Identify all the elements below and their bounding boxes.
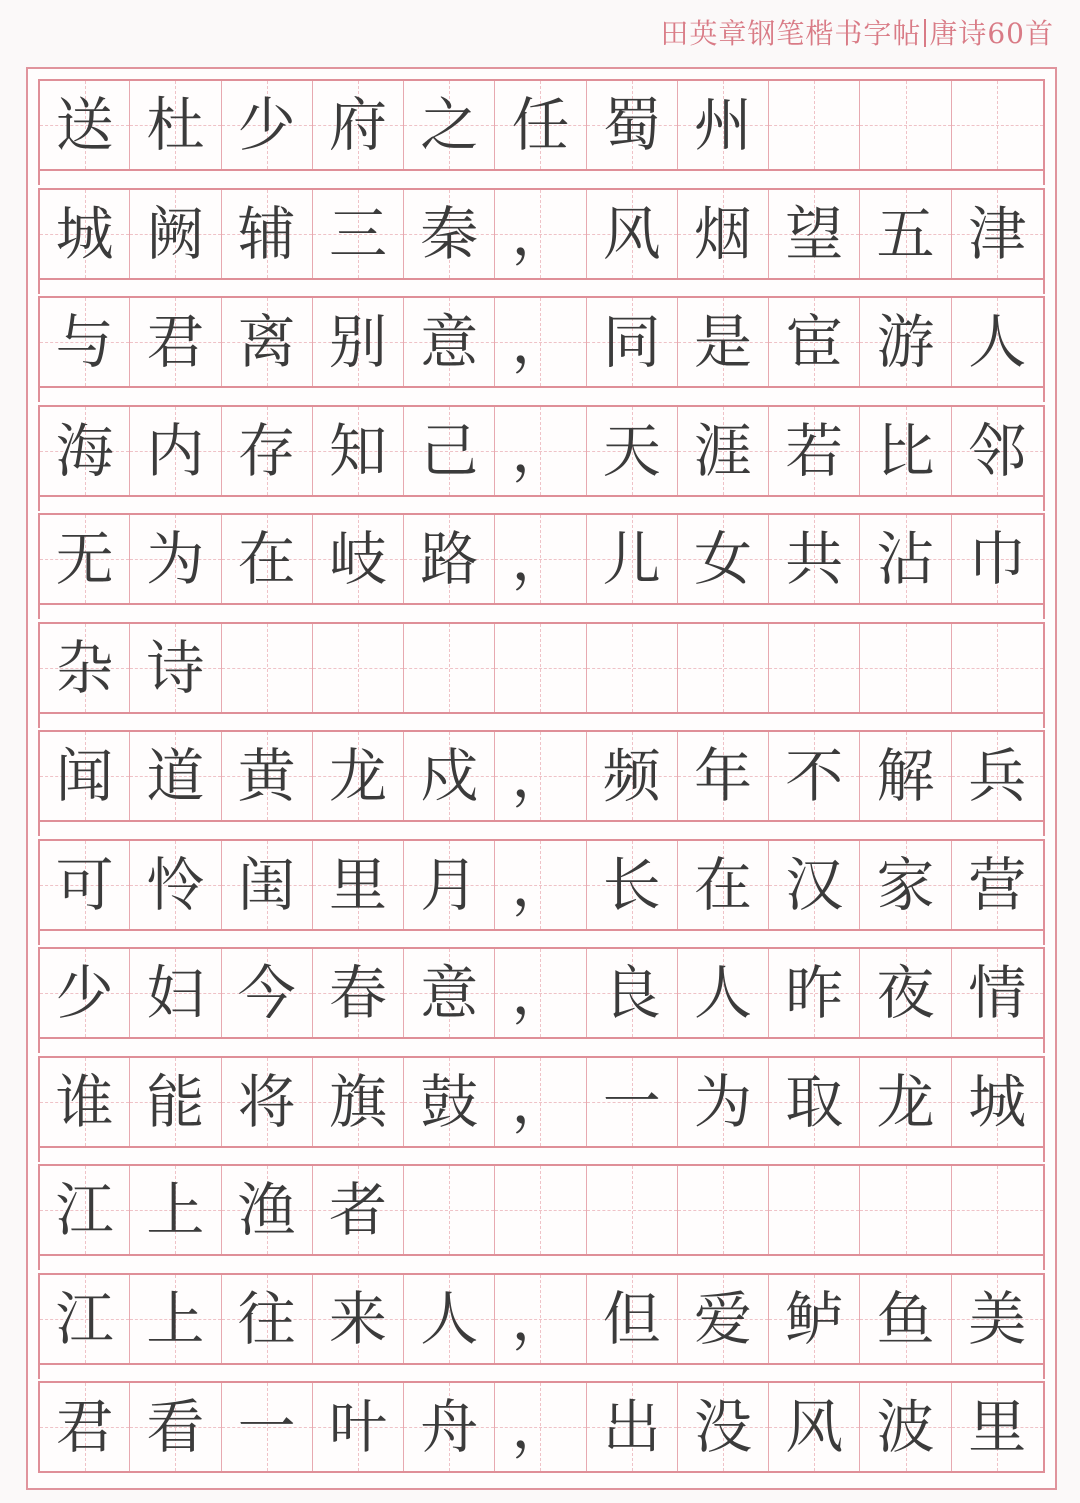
character: 别 bbox=[328, 308, 387, 376]
grid-cell bbox=[677, 949, 768, 1037]
grid-cell bbox=[38, 515, 129, 603]
grid-cell bbox=[859, 515, 950, 603]
character: 秦 bbox=[420, 199, 479, 268]
character: 今 bbox=[237, 959, 296, 1027]
grid-cell bbox=[586, 81, 677, 169]
grid-cell bbox=[129, 949, 220, 1037]
character: 为 bbox=[146, 525, 205, 593]
character: 无 bbox=[55, 525, 114, 593]
character: 是 bbox=[694, 308, 753, 376]
character: 杂 bbox=[55, 633, 114, 702]
character: ， bbox=[511, 1284, 570, 1353]
character: ， bbox=[511, 416, 570, 485]
character: 沾 bbox=[876, 525, 935, 593]
grid-cell bbox=[403, 81, 494, 169]
grid-cell bbox=[951, 949, 1045, 1037]
character: 能 bbox=[146, 1067, 205, 1136]
character: 上 bbox=[146, 1176, 205, 1244]
grid-cell bbox=[859, 732, 950, 820]
character: 闺 bbox=[237, 850, 296, 919]
row-gap bbox=[38, 1148, 1045, 1162]
grid-cell bbox=[768, 732, 859, 820]
character: 春 bbox=[328, 959, 387, 1027]
grid-cell bbox=[951, 624, 1045, 712]
character: 阙 bbox=[146, 199, 205, 268]
character: 杜 bbox=[146, 91, 205, 159]
grid-cell bbox=[129, 1058, 220, 1146]
grid-cell bbox=[312, 1166, 403, 1254]
character: ， bbox=[511, 850, 570, 919]
page-header bbox=[660, 12, 1054, 52]
character: 五 bbox=[876, 199, 935, 268]
grid-cell bbox=[494, 81, 585, 169]
character: 存 bbox=[237, 416, 296, 485]
grid-cell bbox=[129, 1166, 220, 1254]
character: 同 bbox=[602, 308, 661, 376]
character: 昨 bbox=[785, 959, 844, 1027]
character: 少 bbox=[237, 91, 296, 159]
grid-cell bbox=[494, 298, 585, 386]
grid-row bbox=[38, 513, 1045, 605]
character: 州 bbox=[694, 91, 753, 159]
character: 共 bbox=[785, 525, 844, 593]
character: 儿 bbox=[602, 525, 661, 593]
character: 月 bbox=[420, 850, 479, 919]
grid-cell bbox=[494, 407, 585, 495]
grid-cell bbox=[586, 624, 677, 712]
character: 三 bbox=[328, 199, 387, 268]
grid-cell bbox=[768, 298, 859, 386]
grid-row bbox=[38, 947, 1045, 1039]
character: 谁 bbox=[55, 1067, 114, 1136]
grid-cell bbox=[403, 1275, 494, 1363]
character: 没 bbox=[694, 1393, 753, 1461]
character: 一 bbox=[237, 1393, 296, 1461]
character: 津 bbox=[968, 199, 1027, 268]
character: 渔 bbox=[237, 1176, 296, 1244]
grid-cell bbox=[129, 81, 220, 169]
grid-cell bbox=[221, 81, 312, 169]
grid-cell bbox=[586, 407, 677, 495]
grid-cell bbox=[403, 407, 494, 495]
character: 知 bbox=[328, 416, 387, 485]
grid-cell bbox=[494, 1166, 585, 1254]
character: 闻 bbox=[55, 742, 114, 810]
character: 路 bbox=[420, 525, 479, 593]
grid-cell bbox=[221, 190, 312, 278]
grid-cell bbox=[768, 949, 859, 1037]
character: 取 bbox=[785, 1067, 844, 1136]
grid-cell bbox=[221, 1058, 312, 1146]
character: 君 bbox=[55, 1393, 114, 1461]
grid-cell bbox=[768, 515, 859, 603]
grid-cell bbox=[38, 1058, 129, 1146]
grid-cell bbox=[768, 1166, 859, 1254]
row-gap bbox=[38, 1039, 1045, 1053]
character: 兵 bbox=[968, 742, 1027, 810]
character: 家 bbox=[876, 850, 935, 919]
character: 妇 bbox=[146, 959, 205, 1027]
grid-cell bbox=[129, 515, 220, 603]
grid-cell bbox=[129, 841, 220, 929]
character: 风 bbox=[602, 199, 661, 268]
grid-row bbox=[38, 1273, 1045, 1365]
grid-cell bbox=[403, 515, 494, 603]
grid-cell bbox=[677, 1383, 768, 1471]
row-gap bbox=[38, 171, 1045, 185]
character: 城 bbox=[55, 199, 114, 268]
grid-cell bbox=[859, 949, 950, 1037]
grid-cell bbox=[38, 949, 129, 1037]
character: 望 bbox=[785, 199, 844, 268]
grid-cell bbox=[768, 1383, 859, 1471]
character: 出 bbox=[602, 1393, 661, 1461]
character: 天 bbox=[602, 416, 661, 485]
grid-cell bbox=[677, 1058, 768, 1146]
grid-cell bbox=[38, 1275, 129, 1363]
character: ， bbox=[511, 742, 570, 810]
character: 将 bbox=[237, 1067, 296, 1136]
grid-cell bbox=[586, 1383, 677, 1471]
character: 可 bbox=[55, 850, 114, 919]
grid-cell bbox=[859, 624, 950, 712]
grid-cell bbox=[129, 298, 220, 386]
grid-cell bbox=[677, 81, 768, 169]
character: 鱼 bbox=[876, 1284, 935, 1353]
character: 内 bbox=[146, 416, 205, 485]
grid-cell bbox=[129, 732, 220, 820]
grid-row bbox=[38, 296, 1045, 388]
character: 意 bbox=[420, 308, 479, 376]
character: 宦 bbox=[785, 308, 844, 376]
grid-cell bbox=[312, 841, 403, 929]
grid-cell bbox=[38, 81, 129, 169]
character: 道 bbox=[146, 742, 205, 810]
character: 叶 bbox=[328, 1393, 387, 1461]
grid-cell bbox=[586, 841, 677, 929]
grid-cell bbox=[403, 298, 494, 386]
grid-cell bbox=[859, 190, 950, 278]
character: 鼓 bbox=[420, 1067, 479, 1136]
grid-cell bbox=[221, 1166, 312, 1254]
grid-cell bbox=[768, 1275, 859, 1363]
grid-cell bbox=[859, 1166, 950, 1254]
character: 不 bbox=[785, 742, 844, 810]
grid-cell bbox=[403, 624, 494, 712]
grid-cell bbox=[586, 949, 677, 1037]
grid-cell bbox=[494, 624, 585, 712]
character: 夜 bbox=[876, 959, 935, 1027]
grid-cell bbox=[768, 407, 859, 495]
grid-row bbox=[38, 79, 1045, 171]
grid-cell bbox=[494, 949, 585, 1037]
grid-cell bbox=[586, 1166, 677, 1254]
grid-cell bbox=[221, 841, 312, 929]
character: 在 bbox=[694, 850, 753, 919]
grid-cell bbox=[768, 841, 859, 929]
character: 海 bbox=[55, 416, 114, 485]
grid-cell bbox=[221, 732, 312, 820]
grid-cell bbox=[494, 732, 585, 820]
grid-cell bbox=[38, 298, 129, 386]
grid-cell bbox=[312, 949, 403, 1037]
character: 解 bbox=[876, 742, 935, 810]
character: 但 bbox=[602, 1284, 661, 1353]
grid-cell bbox=[312, 190, 403, 278]
character: 里 bbox=[968, 1393, 1027, 1461]
grid-cell bbox=[129, 624, 220, 712]
grid-cell bbox=[859, 81, 950, 169]
character: 风 bbox=[785, 1393, 844, 1461]
grid-cell bbox=[677, 407, 768, 495]
grid-row bbox=[38, 839, 1045, 931]
character: 龙 bbox=[328, 742, 387, 810]
grid-cell bbox=[403, 841, 494, 929]
character: 辅 bbox=[237, 199, 296, 268]
character: 在 bbox=[237, 525, 296, 593]
grid-cell bbox=[494, 841, 585, 929]
grid-cell bbox=[677, 515, 768, 603]
grid-cell bbox=[859, 1275, 950, 1363]
grid-cell bbox=[38, 841, 129, 929]
grid-cell bbox=[312, 624, 403, 712]
character: 舟 bbox=[420, 1393, 479, 1461]
character: 往 bbox=[237, 1284, 296, 1353]
character: 旗 bbox=[328, 1067, 387, 1136]
character: 美 bbox=[968, 1284, 1027, 1353]
character: 游 bbox=[876, 308, 935, 376]
grid-cell bbox=[768, 624, 859, 712]
character: 府 bbox=[328, 91, 387, 159]
row-gap bbox=[38, 1256, 1045, 1270]
practice-sheet bbox=[26, 67, 1057, 1490]
character: 城 bbox=[968, 1067, 1027, 1136]
character: 者 bbox=[328, 1176, 387, 1244]
row-gap bbox=[38, 1365, 1045, 1379]
character: 良 bbox=[602, 959, 661, 1027]
grid-row bbox=[38, 1381, 1045, 1473]
grid-cell bbox=[586, 298, 677, 386]
grid-cell bbox=[951, 732, 1045, 820]
grid-cell bbox=[494, 1275, 585, 1363]
row-gap bbox=[38, 605, 1045, 619]
grid-cell bbox=[312, 1275, 403, 1363]
character: 营 bbox=[968, 850, 1027, 919]
grid-row bbox=[38, 730, 1045, 822]
grid-cell bbox=[221, 298, 312, 386]
grid-cell bbox=[403, 1058, 494, 1146]
character: 君 bbox=[146, 308, 205, 376]
character: 戍 bbox=[420, 742, 479, 810]
grid-cell bbox=[586, 190, 677, 278]
character: 少 bbox=[55, 959, 114, 1027]
character: 长 bbox=[602, 850, 661, 919]
grid-cell bbox=[586, 1275, 677, 1363]
grid-cell bbox=[768, 1058, 859, 1146]
grid-cell bbox=[403, 1383, 494, 1471]
grid-cell bbox=[221, 1383, 312, 1471]
grid-cell bbox=[951, 407, 1045, 495]
grid-cell bbox=[221, 624, 312, 712]
row-gap bbox=[38, 497, 1045, 511]
grid-cell bbox=[494, 1058, 585, 1146]
character: 意 bbox=[420, 959, 479, 1027]
character: 怜 bbox=[146, 850, 205, 919]
row-gap bbox=[38, 388, 1045, 402]
header-divider bbox=[924, 19, 926, 47]
grid-cell bbox=[677, 1166, 768, 1254]
character: 年 bbox=[694, 742, 753, 810]
character: 情 bbox=[968, 959, 1027, 1027]
grid-cell bbox=[677, 841, 768, 929]
character: 黄 bbox=[237, 742, 296, 810]
grid-cell bbox=[859, 841, 950, 929]
character: 与 bbox=[55, 308, 114, 376]
character: 邻 bbox=[968, 416, 1027, 485]
grid-cell bbox=[951, 298, 1045, 386]
character: ， bbox=[511, 1393, 570, 1461]
grid-cell bbox=[951, 190, 1045, 278]
row-gap bbox=[38, 822, 1045, 836]
character: 来 bbox=[328, 1284, 387, 1353]
character: 岐 bbox=[328, 525, 387, 593]
grid-cell bbox=[859, 407, 950, 495]
grid-cell bbox=[859, 1383, 950, 1471]
character: 涯 bbox=[694, 416, 753, 485]
grid-cell bbox=[586, 732, 677, 820]
grid-cell bbox=[951, 81, 1045, 169]
character: 人 bbox=[968, 308, 1027, 376]
character: 送 bbox=[55, 91, 114, 159]
grid-cell bbox=[38, 624, 129, 712]
grid-cell bbox=[312, 1383, 403, 1471]
character: ， bbox=[511, 199, 570, 268]
grid-cell bbox=[951, 1058, 1045, 1146]
character: 烟 bbox=[694, 199, 753, 268]
grid-cell bbox=[677, 190, 768, 278]
grid-cell bbox=[677, 298, 768, 386]
grid-cell bbox=[403, 1166, 494, 1254]
grid-cell bbox=[586, 515, 677, 603]
character: ， bbox=[511, 525, 570, 593]
grid-cell bbox=[221, 515, 312, 603]
character: ， bbox=[511, 308, 570, 376]
character: 之 bbox=[420, 91, 479, 159]
grid-cell bbox=[951, 1275, 1045, 1363]
grid-cell bbox=[768, 81, 859, 169]
grid-row bbox=[38, 1056, 1045, 1148]
grid-cell bbox=[312, 298, 403, 386]
book-subtitle: 唐诗60首 bbox=[929, 17, 1054, 50]
character: 上 bbox=[146, 1284, 205, 1353]
row-gap bbox=[38, 931, 1045, 945]
character: 龙 bbox=[876, 1067, 935, 1136]
book-title: 田英章钢笔楷书字帖 bbox=[660, 17, 922, 50]
grid-cell bbox=[312, 81, 403, 169]
grid-cell bbox=[312, 1058, 403, 1146]
grid-cell bbox=[494, 1383, 585, 1471]
grid-cell bbox=[951, 1166, 1045, 1254]
grid-cell bbox=[129, 190, 220, 278]
row-gap bbox=[38, 714, 1045, 728]
grid-cell bbox=[403, 732, 494, 820]
character: 己 bbox=[420, 416, 479, 485]
grid-cell bbox=[677, 1275, 768, 1363]
grid-cell bbox=[312, 732, 403, 820]
character: 为 bbox=[694, 1067, 753, 1136]
grid-cell bbox=[951, 841, 1045, 929]
character: 比 bbox=[876, 416, 935, 485]
grid-cell bbox=[859, 1058, 950, 1146]
character: 鲈 bbox=[785, 1284, 844, 1353]
grid-row bbox=[38, 1164, 1045, 1256]
character: 离 bbox=[237, 308, 296, 376]
character: 里 bbox=[328, 850, 387, 919]
character: 一 bbox=[602, 1067, 661, 1136]
character: 江 bbox=[55, 1176, 114, 1244]
grid-cell bbox=[951, 515, 1045, 603]
character: 人 bbox=[420, 1284, 479, 1353]
character: 诗 bbox=[146, 633, 205, 702]
character: 频 bbox=[602, 742, 661, 810]
grid-cell bbox=[951, 1383, 1045, 1471]
grid-cell bbox=[859, 298, 950, 386]
grid-cell bbox=[129, 407, 220, 495]
character: 若 bbox=[785, 416, 844, 485]
grid-cell bbox=[403, 190, 494, 278]
character: 巾 bbox=[968, 525, 1027, 593]
character: 女 bbox=[694, 525, 753, 593]
grid-cell bbox=[38, 407, 129, 495]
character: 蜀 bbox=[602, 91, 661, 159]
grid-cell bbox=[494, 515, 585, 603]
character: 任 bbox=[511, 91, 570, 159]
character: 汉 bbox=[785, 850, 844, 919]
grid-cell bbox=[221, 1275, 312, 1363]
grid-cell bbox=[129, 1383, 220, 1471]
character: 爱 bbox=[694, 1284, 753, 1353]
character: 看 bbox=[146, 1393, 205, 1461]
grid-cell bbox=[129, 1275, 220, 1363]
grid-cell bbox=[38, 732, 129, 820]
grid-cell bbox=[768, 190, 859, 278]
grid-cell bbox=[38, 190, 129, 278]
character: 波 bbox=[876, 1393, 935, 1461]
character: 江 bbox=[55, 1284, 114, 1353]
grid-cell bbox=[677, 624, 768, 712]
grid-cell bbox=[38, 1166, 129, 1254]
grid-cell bbox=[403, 949, 494, 1037]
row-gap bbox=[38, 280, 1045, 294]
character: 人 bbox=[694, 959, 753, 1027]
grid-cell bbox=[38, 1383, 129, 1471]
grid-cell bbox=[494, 190, 585, 278]
character: ， bbox=[511, 1067, 570, 1136]
character: ， bbox=[511, 959, 570, 1027]
grid-cell bbox=[677, 732, 768, 820]
grid-cell bbox=[221, 407, 312, 495]
grid-cell bbox=[312, 407, 403, 495]
grid-row bbox=[38, 188, 1045, 280]
grid-row bbox=[38, 622, 1045, 714]
grid-cell bbox=[312, 515, 403, 603]
grid-cell bbox=[221, 949, 312, 1037]
grid-row bbox=[38, 405, 1045, 497]
grid-cell bbox=[586, 1058, 677, 1146]
